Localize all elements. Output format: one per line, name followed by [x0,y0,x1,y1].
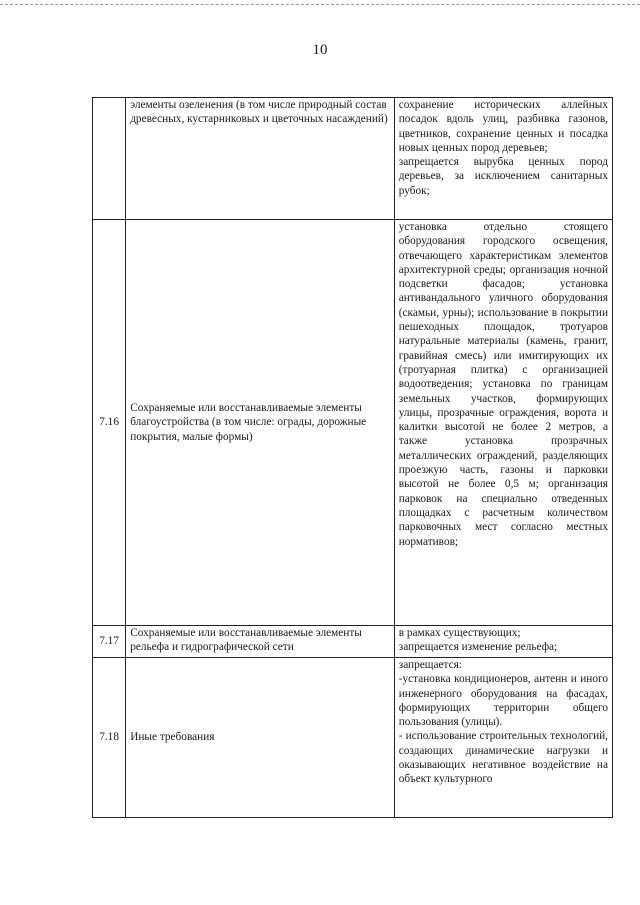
row-number [93,98,126,220]
element-name: Сохраняемые или восстанавливаемые элементы благоустройства (в том числе: ограды, дорожные покрытия, малые формы) [126,220,395,626]
table-row [93,626,613,658]
requirement-text: запрещается: [398,659,462,671]
requirement-text: -установка кондиционеров, антенн и иного инженерного оборудования на фасадах, формирующих территории общего пользования (улицы). [398,673,608,729]
requirement-text: в рамках существующих; [398,627,521,639]
requirement-text: запрещается изменение рельефа; [398,641,558,654]
requirements-cell [394,626,612,658]
requirement-text: запрещается вырубка ценных пород деревьев, за исключением санитарных рубок; [398,156,608,197]
table-row [93,98,613,220]
table-row [93,658,613,818]
requirements-cell [394,98,612,220]
row-number: 7.18 [93,658,126,818]
row-number: 7.16 [93,220,126,626]
element-name: Иные требования [126,658,395,818]
page-number: 10 [312,42,328,58]
element-name: Сохраняемые или восстанавливаемые элементы рельефа и гидрографической сети [126,626,395,658]
requirement-text: - использование строительных технологий, создающих динамические нагрузки и оказывающих негативное воздействие на объект культурного [398,730,608,786]
requirements-cell [394,220,612,626]
top-scan-line [0,4,640,5]
requirements-cell [394,658,612,818]
row-number: 7.17 [93,626,126,658]
requirement-text: установка отдельно стоящего оборудования городского освещения, отвечающего характеристикам элементов архитектурной среды; организация ночной подсветки фасадов; установка антивандального уличного оборудования (скамьи, урны); использование в покрытии пешеходных площадок, тротуаров натуральные материалы (камень, гранит, гравийная смесь) или имитирующих их (тротуарная плитка) с организацией водоотведения; установка по границам земельных участков, формирующих улицы, прозрачные ограждения, ворота и калитки высотой не более 2 метров, а также установка прозрачных металлических ограждений, разделяющих проезжую часть, газоны и парковки высотой не более 0,5 м; организация парковок на специально отведенных площадках с расчетным количеством парковочных мест согласно местных нормативов; [398,221,608,548]
table-row [93,220,613,626]
requirement-text: сохранение исторических аллейных посадок вдоль улиц, разбивка газонов, цветников, сохранение ценных и посадка новых ценных пород деревьев; [398,99,608,154]
requirements-table [92,97,613,818]
element-name: элементы озеленения (в том числе природный состав древесных, кустарниковых и цветочных насаждений) [126,98,395,220]
